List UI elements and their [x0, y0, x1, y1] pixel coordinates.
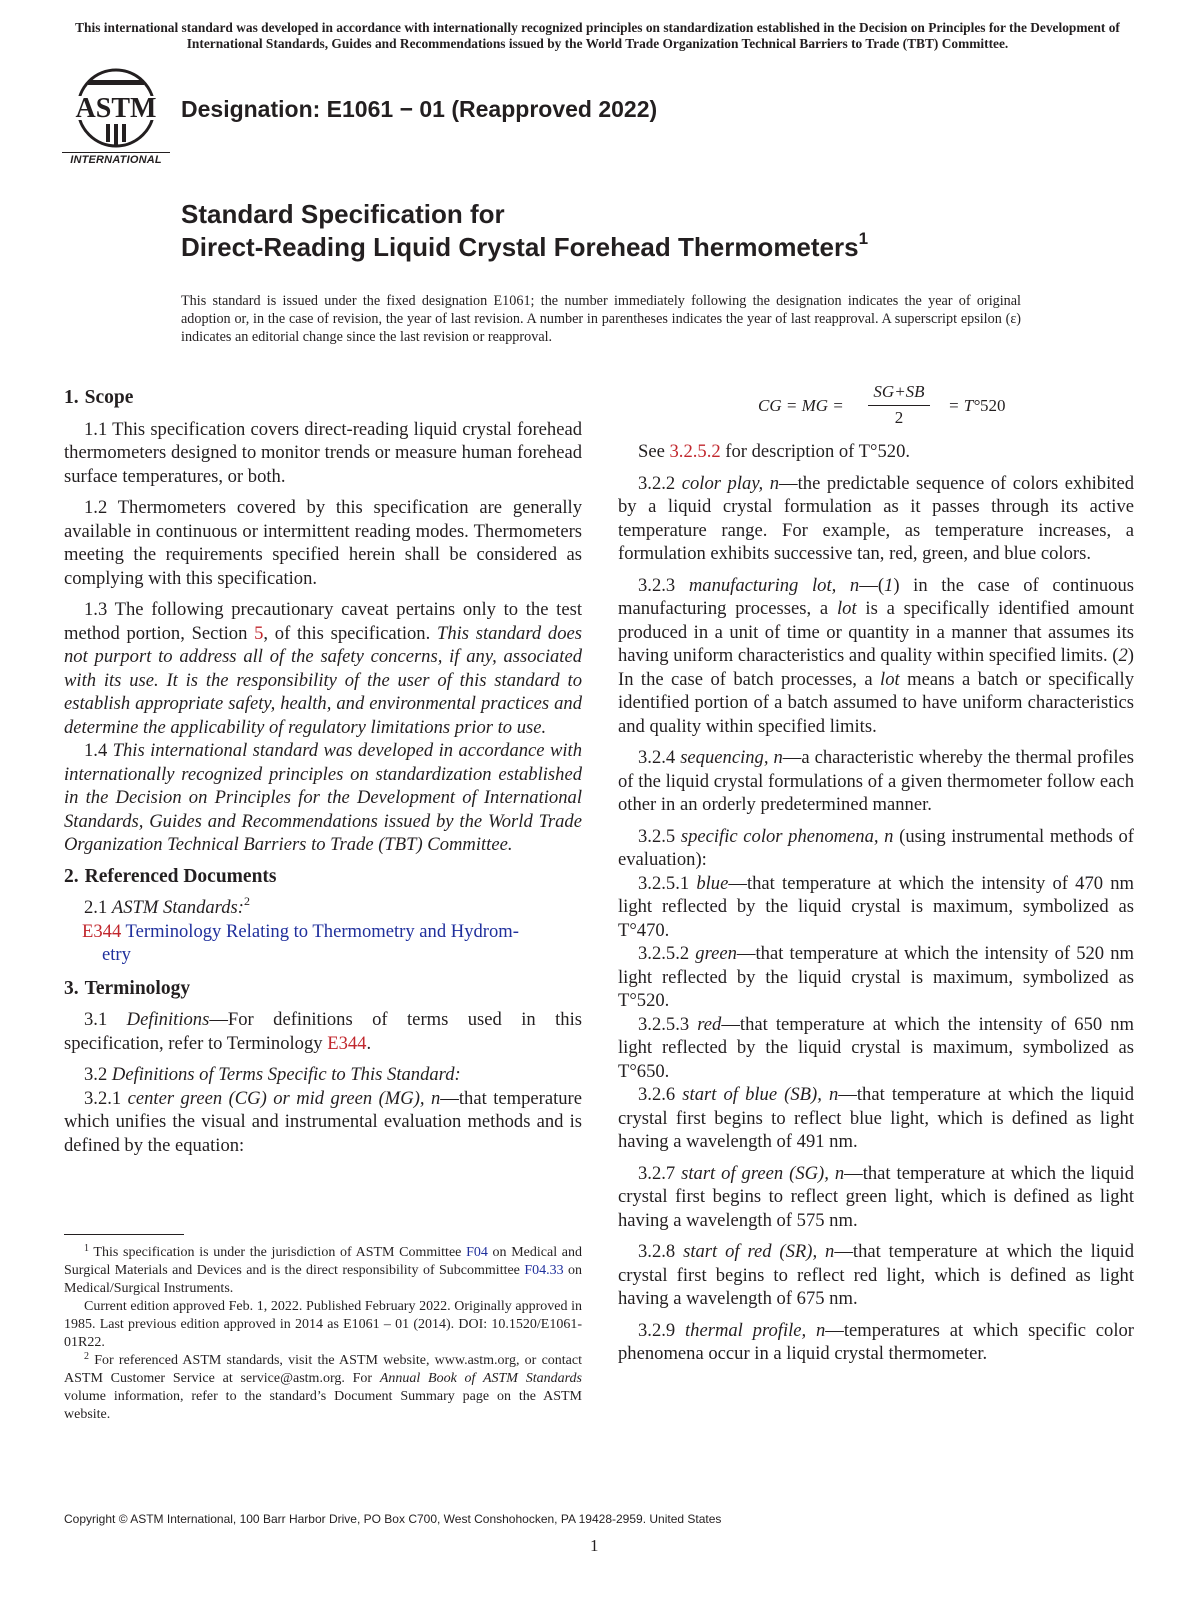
footnote-2: $^2$ For referenced ASTM standards, visit the ASTM website, www.astm.org, or contact ASTM Customer Service at service@astm.org. For Annual Book of ASTM Standards volume information, refer to the standard’s Document Summary page on the ASTM website. [64, 1351, 582, 1422]
ref-title-cont[interactable]: etry [102, 944, 131, 965]
equation-numerator: SG+SB [868, 380, 930, 406]
title-footnote-mark[interactable]: 1 [858, 229, 869, 248]
equation-rhs: = T°520 [948, 396, 1006, 415]
para-1-2: 1.2 Thermometers covered by this specification are generally available in continuous or intermittent reading modes. Thermometers meeting the requirements specified herein shall be considered as complying with this specification. [64, 497, 582, 589]
ref-title[interactable]: Terminology Relating to Thermometry and Hydrom- [121, 920, 519, 942]
section-heading-terminology: 3. Terminology [64, 977, 191, 999]
title-line-2 [181, 231, 868, 264]
title-line-1: Standard Specification for [181, 199, 505, 229]
intro-paragraph: This standard is issued under the fixed designation E1061; the number immediately following the designation indicates the year of original adoption or, in the case of revision, the year of last revision. A number in parentheses indicates the year of last reapproval. A superscript epsilon (ε) indicates an editorial change since the last revision or reapproval. [181, 293, 1021, 345]
footnote-1-edition: Current edition approved Feb. 1, 2022. Published February 2022. Originally approved in 1985. Last previous edition approved in 2014 as E1061 – 01 (2014). DOI: 10.1520/E1061-01R22. [64, 1299, 582, 1350]
equation-fraction [868, 380, 930, 429]
wto-notice: This international standard was developed in accordance with internationally recognized principles on standardization established in the Decision on Principles for the Development of International Standards, Guides and Recommendations issued by the World Trade Organization Technical Barriers to Trade (TBT) Committee. [75, 20, 1120, 51]
para-2-1: 2.1 ASTM Standards:$^2$ [84, 894, 250, 918]
designation: Designation: E1061 − 01 (Reapproved 2022) [181, 96, 658, 122]
para-3-1: 3.1 Definitions—For definitions of terms used in this specification, refer to Terminology E344. [64, 1009, 583, 1054]
ref-code-link[interactable]: E344 [82, 920, 122, 942]
para-1-4: 1.4 This international standard was developed in accordance with internationally recognized principles on standardization established in the Decision on Principles for the Development of International Standards, Guides and Recommendations issued by the World Trade Organization Technical Barriers to Trade (TBT) Committee. [64, 740, 583, 855]
left-column [64, 386, 582, 1165]
document-title [181, 198, 868, 264]
para-3-2-4: 3.2.4 sequencing, n—a characteristic whereby the thermal profiles of the liquid crystal formulations of a given thermometer follow each other in an orderly predetermined manner. [618, 747, 1134, 815]
f04-33-link[interactable]: F04.33 [524, 1263, 564, 1278]
para-3-2-8: 3.2.8 start of red (SR), n—that temperature at which the liquid crystal first begins to reflect red light, which is defined as light having a wavelength of 675 nm. [618, 1241, 1134, 1309]
para-3-2: 3.2 Definitions of Terms Specific to This Standard: [84, 1064, 461, 1085]
e344-link[interactable]: E344 [327, 1032, 367, 1054]
logo-text: ASTM [75, 93, 157, 124]
equation-lhs: CG = MG = [758, 396, 844, 415]
para-3-2-6: 3.2.6 start of blue (SB), n—that temperature at which the liquid crystal first begins to reflect blue light, which is defined as light having a wavelength of 491 nm. [618, 1084, 1134, 1152]
title-line-2-text: Direct-Reading Liquid Crystal Forehead Thermometers [181, 232, 859, 262]
para-3-2-7: 3.2.7 start of green (SG), n—that temperature at which the liquid crystal first begins to reflect green light, which is defined as light having a wavelength of 575 nm. [618, 1162, 1135, 1231]
para-3-2-5-3: 3.2.5.3 red—that temperature at which the intensity of 650 nm light reflected by the liquid crystal is maximum, symbolized as T°650. [618, 1013, 1135, 1082]
f04-link[interactable]: F04 [466, 1245, 488, 1260]
reference-e344[interactable] [84, 920, 582, 967]
para-3-2-1: 3.2.1 center green (CG) or mid green (MG), n—that temperature which unifies the visual and instrumental evaluation methods and is defined by the equation: [64, 1087, 582, 1156]
para-1-1: 1.1 This specification covers direct-reading liquid crystal forehead thermometers designed to monitor trends or measure human forehead surface temperatures, or both. [64, 418, 582, 487]
para-3-2-3: 3.2.3 manufacturing lot, n—(1) in the case of continuous manufacturing processes, a lot is a specifically identified amount produced in a unit of time or quantity in a manner that assumes its having uniform characteristics and quality within specified limits. (2) In the case of batch processes, a lot means a batch or specifically identified portion of a batch assumed to have uniform characteristics and quality within specified limits. [618, 574, 1135, 737]
see-note: See 3.2.5.2 for description of T°520. [638, 441, 911, 462]
astm-logo-icon [62, 66, 170, 152]
right-column [618, 382, 1135, 1374]
section-5-link[interactable]: 5 [254, 622, 264, 644]
see-3-2-5-2-link[interactable]: 3.2.5.2 [669, 441, 721, 462]
footnote-divider [64, 1234, 184, 1235]
para-3-2-9: 3.2.9 thermal profile, n—temperatures at which specific color phenomena occur in a liquid crystal thermometer. [618, 1319, 1134, 1364]
para-3-2-2: 3.2.2 color play, n—the predictable sequence of colors exhibited by a liquid crystal formulation as it passes through its active temperature range. For example, as temperature increases, a formulation exhibits successive tan, red, green, and blue colors. [618, 472, 1134, 564]
page-number: 1 [590, 1536, 599, 1555]
copyright-footer: Copyright © ASTM International, 100 Barr Harbor Drive, PO Box C700, West Conshohocken, PA 19428-2959. United States [64, 1512, 722, 1526]
para-1-3: 1.3 The following precautionary caveat pertains only to the test method portion, Section 5, of this specification. This standard does not purport to address all of the safety concerns, if any, associated with its use. It is the responsibility of the user of this standard to establish appropriate safety, health, and environmental practices and determine the applicability of regulatory limitations prior to use. [64, 599, 582, 738]
footnotes [64, 1244, 582, 1424]
center-green-equation [618, 380, 1134, 434]
para-3-2-5: 3.2.5 specific color phenomena, n (using instrumental methods of evaluation): [618, 825, 1134, 870]
footnote-1: $^1$ This specification is under the jurisdiction of ASTM Committee F04 on Medical and Surgical Materials and Devices and is the direct responsibility of Subcommittee F04.33 on Medical/Surgical Instruments. [64, 1243, 583, 1296]
astm-logo [62, 66, 170, 166]
equation-denominator: 2 [894, 407, 904, 427]
section-heading-referenced: 2. Referenced Documents [64, 865, 277, 887]
para-3-2-5-2: 3.2.5.2 green—that temperature at which the intensity of 520 nm light reflected by the liquid crystal is maximum, symbolized as T°520. [618, 943, 1134, 1011]
para-3-2-5-1: 3.2.5.1 blue—that temperature at which the intensity of 470 nm light reflected by the liquid crystal is maximum, symbolized as T°470. [618, 872, 1135, 941]
logo-subtitle: INTERNATIONAL [62, 152, 170, 166]
section-heading-scope: 1. Scope [64, 387, 134, 408]
